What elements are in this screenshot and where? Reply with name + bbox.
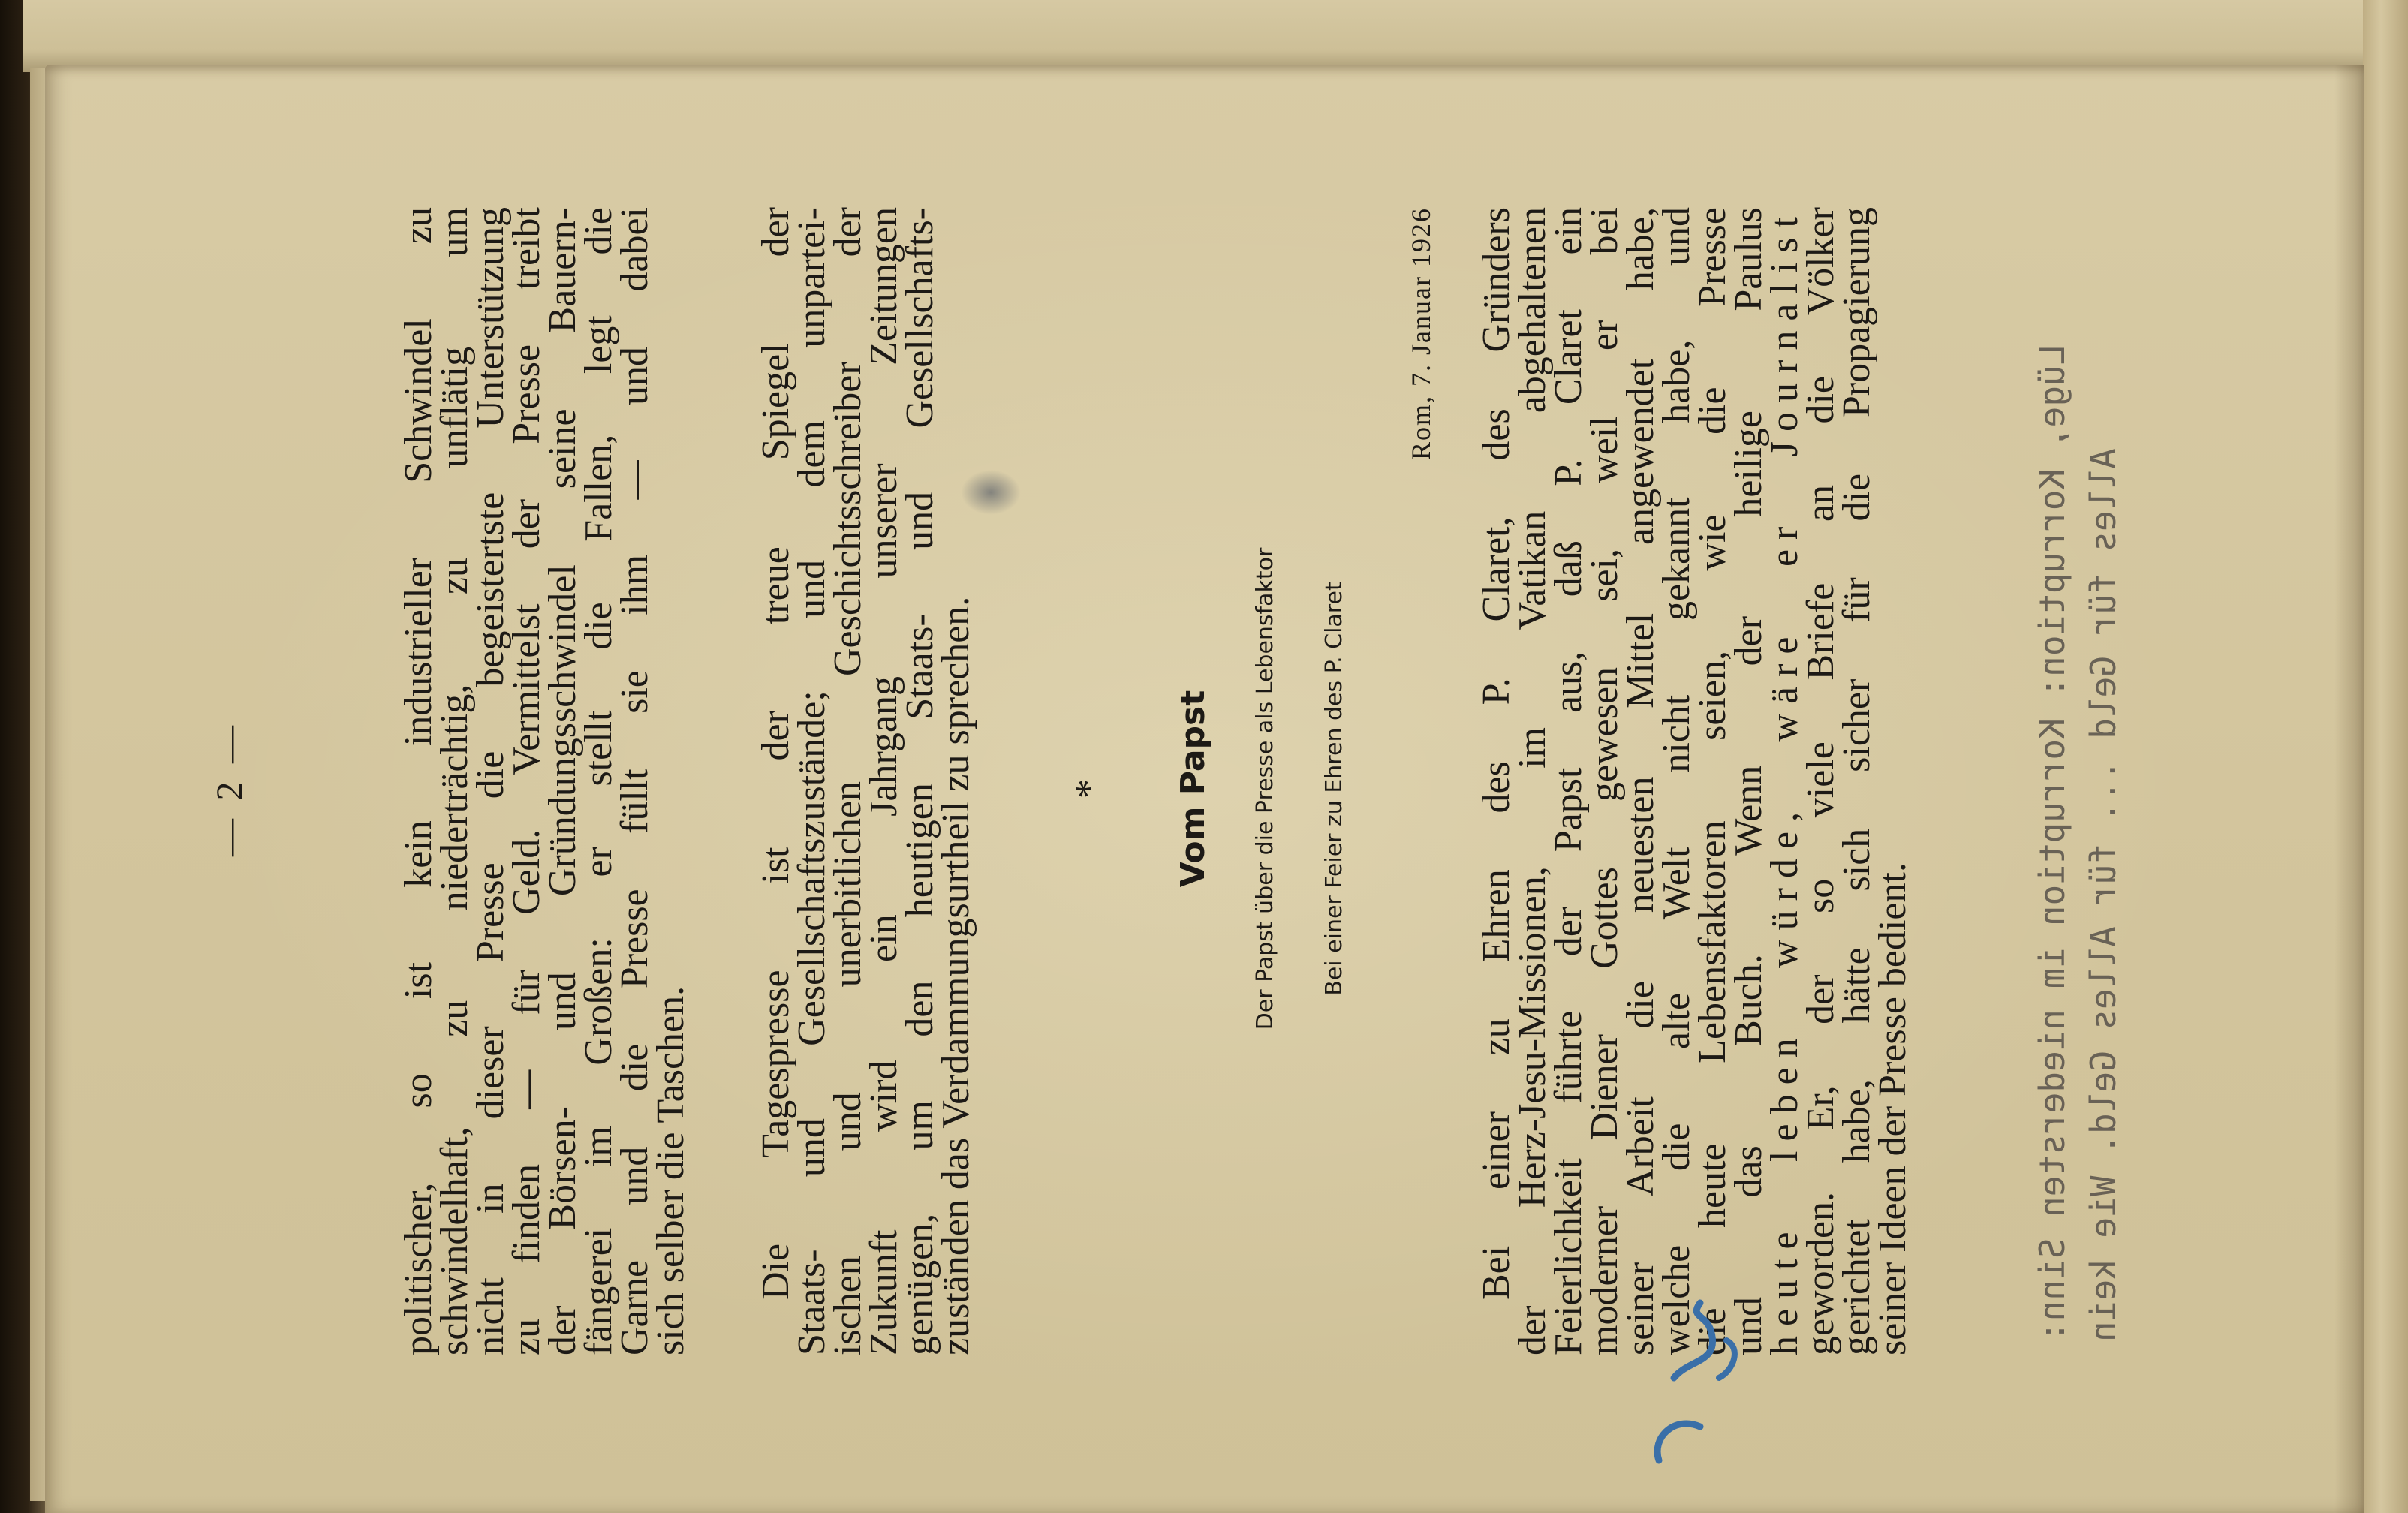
text-line: Staats- und Gesellschaftszustände; und dem unpartei- [790, 207, 833, 1355]
page-number: — 2 — [208, 721, 250, 856]
text-line: nicht in dieser Presse die begeistertste Unterstützung [469, 207, 512, 1355]
dateline: Rom, 7. Januar 1926 [1406, 207, 1436, 460]
text-line: welche die alte Welt nicht gekannt habe, und [1655, 207, 1698, 1355]
ink-stain [961, 470, 1021, 515]
rotated-text-block [45, 65, 2364, 1513]
paragraph-2 [754, 207, 977, 1355]
text-line: die heute Lebensfaktoren seien, wie die Presse [1691, 207, 1734, 1355]
paragraph-1 [397, 207, 692, 1355]
text-line: Bei einer zu Ehren des P. Claret, des Gründers [1475, 207, 1518, 1300]
text-line: heute leben würde, wäre er Journalist [1763, 207, 1806, 1355]
underlying-page-top [23, 0, 2379, 72]
text-line: sich selber die Taschen. [649, 985, 692, 1355]
document-page [45, 65, 2364, 1513]
bleed-through-text [2027, 171, 2129, 1342]
section-subheading: Der Papst über die Presse als Lebensfaktor [1252, 547, 1278, 1030]
underlying-page-right [2363, 0, 2408, 1513]
text-line: seiner Ideen der Presse bedient. [1871, 862, 1914, 1355]
section-subheading-2: Bei einer Feier zu Ehren des P. Claret [1321, 582, 1347, 996]
text-line: der Börsen- und Gründungsschwindel seine Bauern- [541, 207, 584, 1355]
text-line: und das Buch. Wenn der heilige Paulus [1727, 207, 1770, 1355]
text-line: Garne und die Presse füllt sie ihm — und dabei [613, 207, 656, 1355]
text-line: geworden. Er, der so viele Briefe an die Völker [1799, 207, 1842, 1355]
bleed-line: Alles für Geld ... für Alles Geld. Wie kein [2083, 448, 2124, 1342]
text-line: seiner Arbeit die neuesten Mittel angewendet habe, [1619, 207, 1662, 1355]
text-line: fängerei im Großen: er stellt die Fallen, legt die [577, 207, 620, 1355]
text-line: zu finden — für Geld. Vermittelst der Presse treibt [505, 207, 548, 1355]
text-line: genügen, um den heutigen Staats- und Gesellschafts- [898, 207, 941, 1355]
text-line: moderner Diener Gottes gewesen sei, weil er bei [1583, 207, 1626, 1355]
paragraph-3 [1475, 207, 1914, 1355]
text-line: der Herz-Jesu-Missionen, im Vatikan abgehaltenen [1511, 207, 1554, 1355]
text-line: Die Tagespresse ist der treue Spiegel der [754, 207, 797, 1300]
text-line: schwindelhaft, zu niederträchtig, zu unflätig um [433, 207, 476, 1355]
text-line: gerichtet habe, hätte sich sicher für die Propagierung [1835, 207, 1878, 1355]
text-line: ischen und unerbitlichen Geschichtsschreiber der [826, 207, 869, 1355]
text-line: zuständen das Verdammungsurtheil zu sprechen. [935, 596, 977, 1355]
section-heading: Vom Papst [1174, 690, 1212, 888]
text-line: Zukunft wird ein Jahrgang unserer Zeitungen [862, 207, 905, 1355]
bleed-line: Lüge, Korruption: Korruption im niedersten Sinn: [2032, 344, 2072, 1342]
text-line: Feierlichkeit führte der Papst aus, daß P. Claret ein [1547, 207, 1590, 1355]
section-separator: * [1068, 779, 1111, 799]
pencil-mark [1629, 1288, 1764, 1475]
text-line: politischer, so ist kein industrieller Schwindel zu [397, 207, 440, 1355]
